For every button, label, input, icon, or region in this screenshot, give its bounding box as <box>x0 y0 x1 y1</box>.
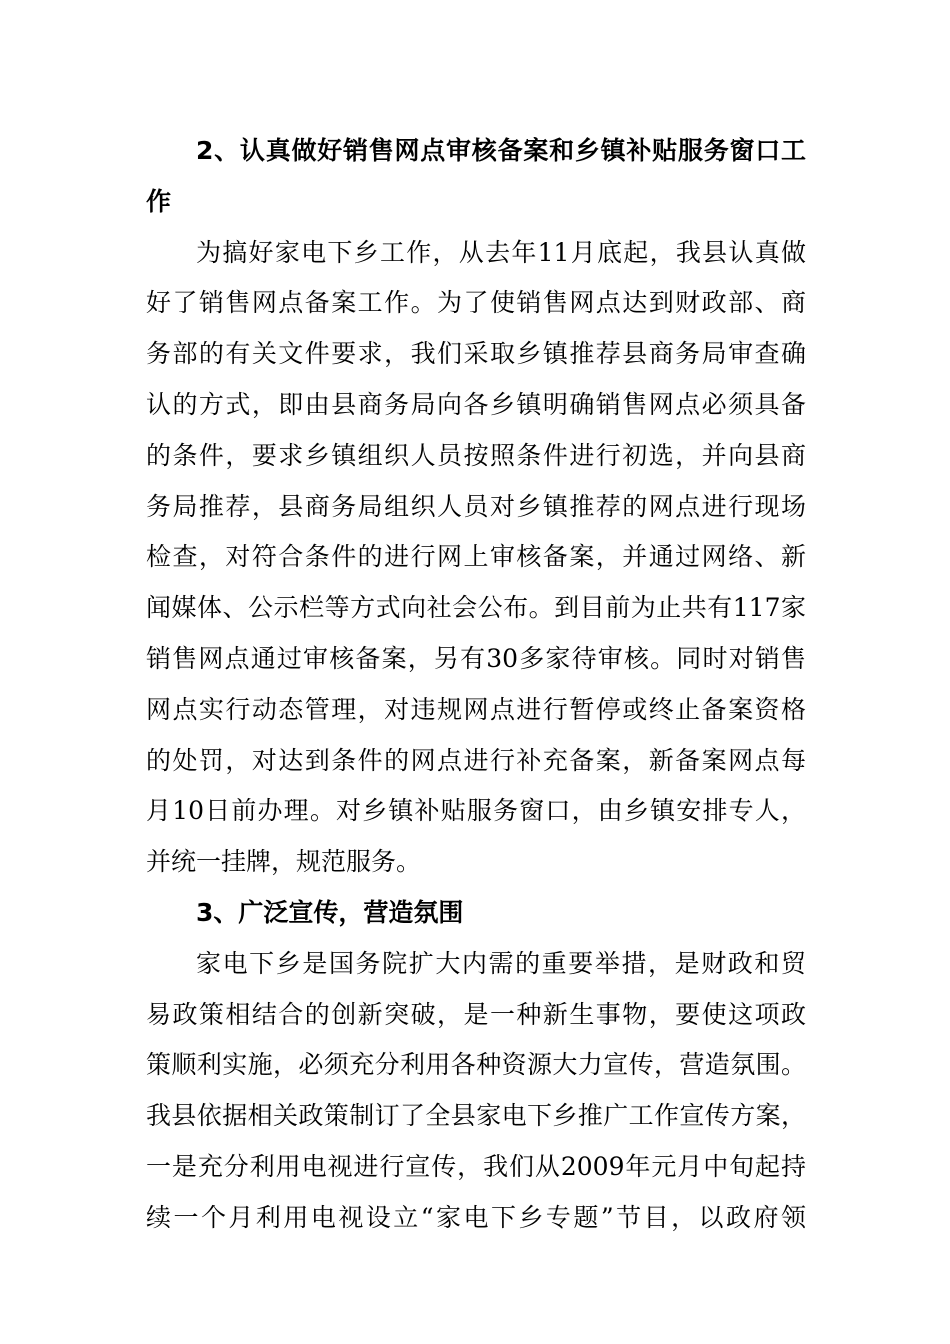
paragraph-line: 好了销售网点备案工作。为了使销售网点达到财政部、商 <box>146 288 806 318</box>
section-3-heading <box>146 888 806 939</box>
paragraph-line: 务局推荐，县商务局组织人员对乡镇推荐的网点进行现场 <box>146 491 806 521</box>
paragraph-line: 的条件，要求乡镇组织人员按照条件进行初选，并向县商 <box>146 440 806 470</box>
paragraph-line: 一是充分利用电视进行宣传，我们从2009年元月中旬起持 <box>146 1151 806 1181</box>
paragraph-line: 并统一挂牌，规范服务。 <box>146 847 422 877</box>
paragraph-line: 网点实行动态管理，对违规网点进行暂停或终止备案资格 <box>146 694 806 724</box>
heading-line: 2、认真做好销售网点审核备案和乡镇补贴服务窗口工 <box>196 136 806 165</box>
paragraph-line: 续一个月利用电视设立“家电下乡专题”节目，以政府领 <box>146 1202 806 1232</box>
section-2-heading <box>146 126 806 228</box>
document-body <box>146 126 806 1244</box>
paragraph-line: 的处罚，对达到条件的网点进行补充备案，新备案网点每 <box>146 745 806 775</box>
paragraph-line: 月10日前办理。对乡镇补贴服务窗口，由乡镇安排专人， <box>146 796 806 826</box>
paragraph-line: 我县依据相关政策制订了全县家电下乡推广工作宣传方案， <box>146 1101 806 1131</box>
heading-line: 3、广泛宣传，营造氛围 <box>196 897 464 927</box>
paragraph-line: 易政策相结合的创新突破，是一种新生事物，要使这项政 <box>146 999 806 1029</box>
paragraph-line: 家电下乡是国务院扩大内需的重要举措，是财政和贸 <box>196 948 806 978</box>
section-3-paragraph <box>146 939 806 1244</box>
paragraph-line: 检查，对符合条件的进行网上审核备案，并通过网络、新 <box>146 542 806 572</box>
heading-line: 作 <box>146 186 172 216</box>
paragraph-line: 务部的有关文件要求，我们采取乡镇推荐县商务局审查确 <box>146 339 806 369</box>
paragraph-line: 销售网点通过审核备案，另有30多家待审核。同时对销售 <box>146 643 806 673</box>
paragraph-line: 闻媒体、公示栏等方式向社会公布。到目前为止共有117家 <box>146 593 806 623</box>
paragraph-line: 策顺利实施，必须充分利用各种资源大力宣传，营造氛围。 <box>146 1050 806 1080</box>
section-2-paragraph <box>146 228 806 888</box>
paragraph-line: 认的方式，即由县商务局向各乡镇明确销售网点必须具备 <box>146 389 806 419</box>
paragraph-line: 为搞好家电下乡工作，从去年11月底起，我县认真做 <box>196 237 806 267</box>
